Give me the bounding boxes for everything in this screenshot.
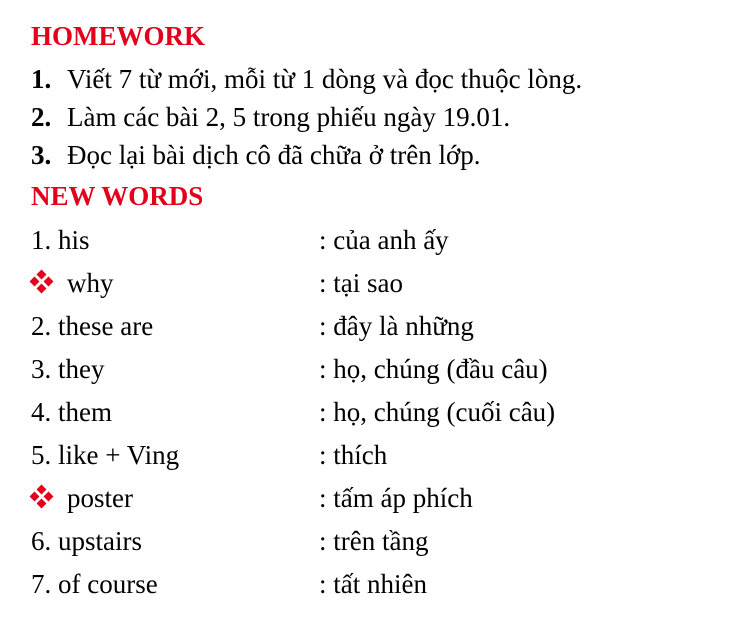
word-meaning: : tấm áp phích [319, 483, 473, 513]
word-english: 1. his [31, 225, 90, 255]
word-meaning: : thích [319, 440, 388, 470]
red-diamond-icon [31, 486, 53, 508]
word-meaning: : tại sao [319, 268, 403, 298]
homework-item-number: 1. [31, 64, 52, 94]
red-diamond-icon [31, 271, 53, 293]
word-english: 6. upstairs [31, 526, 142, 556]
word-english: 5. like + Ving [31, 440, 180, 470]
word-english-wrap [31, 270, 114, 297]
word-english: poster [67, 483, 133, 513]
new-words-heading: NEW WORDS [31, 181, 204, 211]
homework-item-1 [31, 66, 582, 93]
word-meaning: : họ, chúng (đầu câu) [319, 354, 548, 384]
word-english: why [67, 268, 114, 298]
homework-item-number: 2. [31, 102, 52, 132]
homework-item-2 [31, 104, 510, 131]
word-english-wrap [31, 485, 133, 512]
word-meaning: : đây là những [319, 311, 474, 341]
word-english: 2. these are [31, 311, 154, 341]
word-meaning: : họ, chúng (cuối câu) [319, 397, 556, 427]
homework-item-text: Viết 7 từ mới, mỗi từ 1 dòng và đọc thuộc lòng. [67, 64, 583, 94]
homework-item-text: Làm các bài 2, 5 trong phiếu ngày 19.01. [67, 102, 511, 132]
word-meaning: : trên tầng [319, 526, 429, 556]
word-english: 4. them [31, 397, 112, 427]
word-english: 7. of course [31, 569, 158, 599]
homework-item-text: Đọc lại bài dịch cô đã chữa ở trên lớp. [67, 140, 481, 170]
word-meaning: : của anh ấy [319, 225, 449, 255]
homework-heading: HOMEWORK [31, 21, 205, 51]
word-english: 3. they [31, 354, 105, 384]
homework-item-number: 3. [31, 140, 52, 170]
word-meaning: : tất nhiên [319, 569, 427, 599]
homework-item-3 [31, 142, 481, 169]
